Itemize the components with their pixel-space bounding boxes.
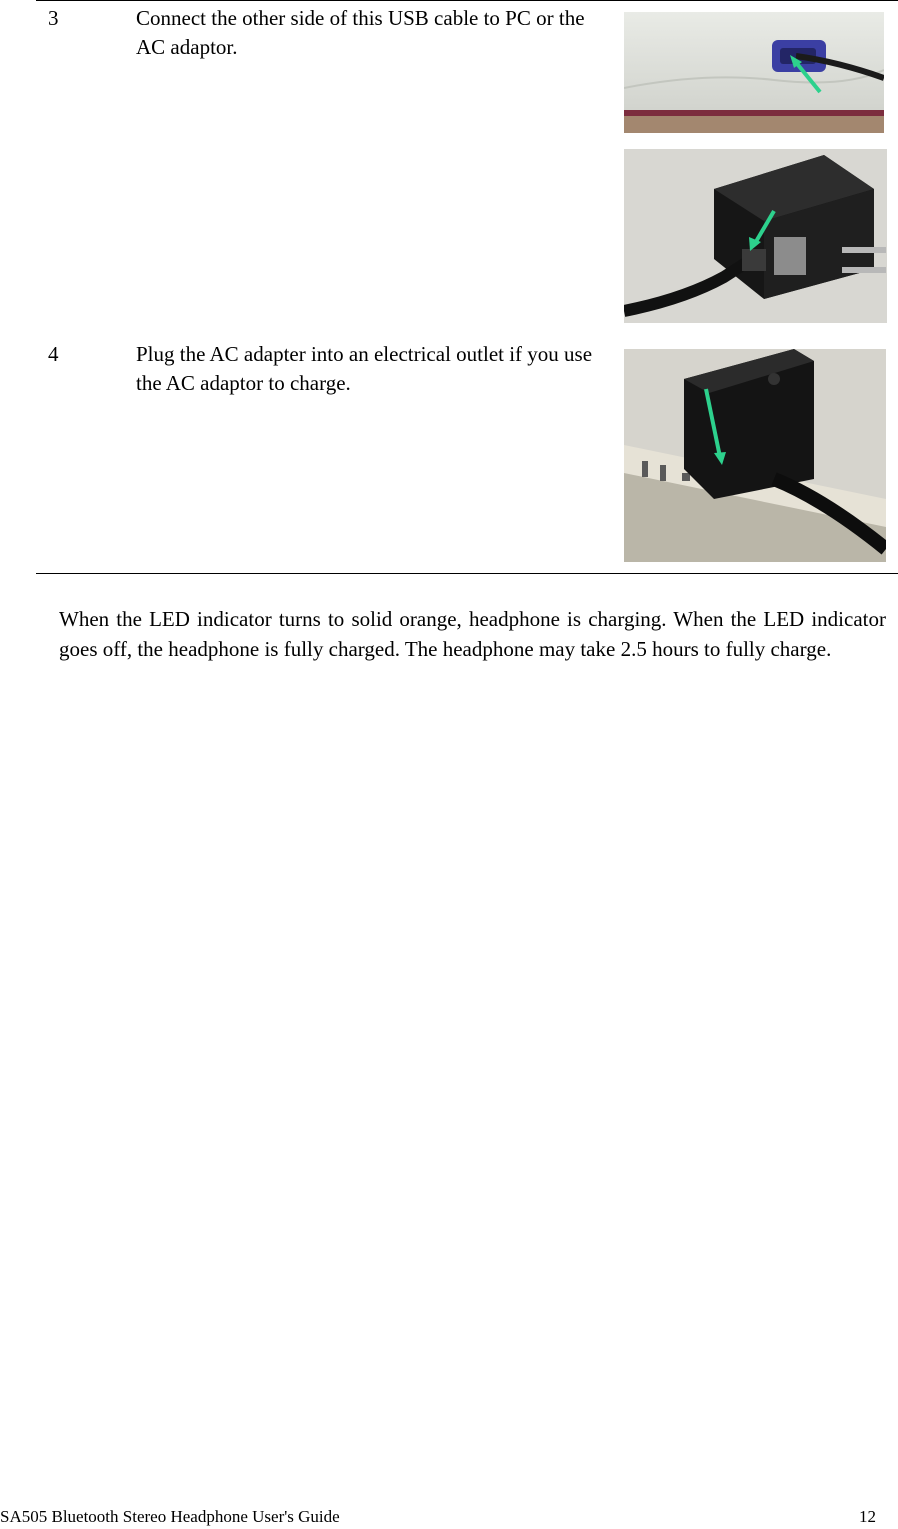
ac-adaptor-photo	[624, 149, 887, 323]
footer-guide-title: SA505 Bluetooth Stereo Headphone User's Guide	[0, 1507, 340, 1526]
table-top-rule	[36, 0, 898, 1]
step-number: 3	[48, 6, 59, 30]
step-number: 4	[48, 342, 59, 366]
step-instruction: Plug the AC adapter into an electrical outlet if you use the AC adaptor to charge.	[136, 342, 593, 395]
usb-port-photo	[624, 12, 884, 133]
outlet-photo	[624, 349, 886, 562]
charging-note: When the LED indicator turns to solid orange, headphone is charging. When the LED indicator goes off, the headphone is fully charged. The headphone may take 2.5 hours to fully charge.	[59, 607, 886, 661]
table-bottom-rule	[36, 573, 898, 574]
step-instruction: Connect the other side of this USB cable to PC or the AC adaptor.	[136, 6, 585, 59]
footer-page-number: 12	[859, 1507, 876, 1526]
